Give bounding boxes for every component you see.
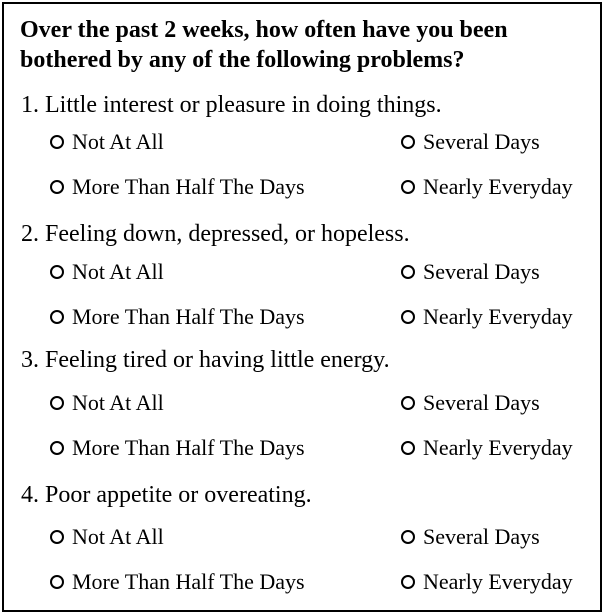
radio-button-icon[interactable] — [401, 135, 415, 149]
questionnaire-title: Over the past 2 weeks, how often have you been bothered by any of the following problems? — [20, 17, 508, 73]
option-label: Not At All — [72, 129, 164, 154]
q1-option-nearly-everyday[interactable] — [401, 174, 573, 200]
q2-option-more-than-half[interactable] — [50, 304, 305, 330]
radio-button-icon[interactable] — [401, 310, 415, 324]
option-label: Several Days — [423, 390, 540, 415]
option-label: Not At All — [72, 390, 164, 415]
option-label: Nearly Everyday — [423, 435, 573, 460]
question-3-label: 3. Feeling tired or having little energy. — [21, 347, 390, 373]
option-label: More Than Half The Days — [72, 435, 305, 460]
q3-option-not-at-all[interactable] — [50, 390, 164, 416]
question-4-label: 4. Poor appetite or overeating. — [21, 482, 312, 508]
q2-option-nearly-everyday[interactable] — [401, 304, 573, 330]
option-label: Several Days — [423, 259, 540, 284]
option-label: More Than Half The Days — [72, 304, 305, 329]
radio-button-icon[interactable] — [401, 396, 415, 410]
question-2-label: 2. Feeling down, depressed, or hopeless. — [21, 221, 410, 247]
option-label: More Than Half The Days — [72, 174, 305, 199]
option-label: Nearly Everyday — [423, 174, 573, 199]
q3-option-nearly-everyday[interactable] — [401, 435, 573, 461]
option-label: Nearly Everyday — [423, 304, 573, 329]
option-label: More Than Half The Days — [72, 569, 305, 594]
option-label: Several Days — [423, 129, 540, 154]
option-label: Nearly Everyday — [423, 569, 573, 594]
radio-button-icon[interactable] — [50, 396, 64, 410]
radio-button-icon[interactable] — [401, 180, 415, 194]
option-label: Not At All — [72, 259, 164, 284]
q3-option-more-than-half[interactable] — [50, 435, 305, 461]
option-label: Not At All — [72, 524, 164, 549]
q3-option-several-days[interactable] — [401, 390, 540, 416]
radio-button-icon[interactable] — [50, 530, 64, 544]
radio-button-icon[interactable] — [50, 265, 64, 279]
q1-option-several-days[interactable] — [401, 129, 540, 155]
q4-option-more-than-half[interactable] — [50, 569, 305, 595]
q4-option-several-days[interactable] — [401, 524, 540, 550]
radio-button-icon[interactable] — [401, 530, 415, 544]
q4-option-not-at-all[interactable] — [50, 524, 164, 550]
q2-option-not-at-all[interactable] — [50, 259, 164, 285]
radio-button-icon[interactable] — [401, 575, 415, 589]
q4-option-nearly-everyday[interactable] — [401, 569, 573, 595]
radio-button-icon[interactable] — [401, 265, 415, 279]
q1-option-not-at-all[interactable] — [50, 129, 164, 155]
radio-button-icon[interactable] — [50, 310, 64, 324]
radio-button-icon[interactable] — [50, 441, 64, 455]
option-label: Several Days — [423, 524, 540, 549]
question-1-label: 1. Little interest or pleasure in doing things. — [21, 92, 442, 118]
radio-button-icon[interactable] — [50, 575, 64, 589]
q1-option-more-than-half[interactable] — [50, 174, 305, 200]
radio-button-icon[interactable] — [50, 135, 64, 149]
questionnaire-frame — [2, 2, 602, 612]
radio-button-icon[interactable] — [50, 180, 64, 194]
radio-button-icon[interactable] — [401, 441, 415, 455]
q2-option-several-days[interactable] — [401, 259, 540, 285]
